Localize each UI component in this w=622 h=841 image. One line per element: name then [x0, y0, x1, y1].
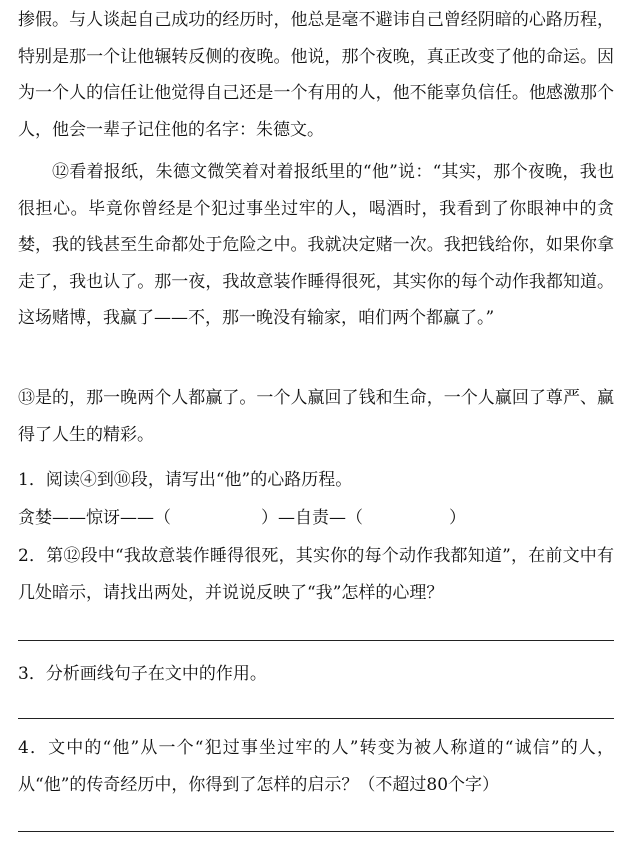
paragraph-13: ⑬是的，那一晚两个人都赢了。一个人赢回了钱和生命，一个人赢回了尊严、赢得了人生的精彩。	[18, 388, 614, 445]
chain-segment-2: ）—自责—（	[261, 508, 363, 528]
question-4-prompt: 4．文中的“他”从一个“犯过事坐过牢的人”转变为被人称道的“诚信”的人，从“他”的传奇经历中，你得到了怎样的启示？（不超过80个字）	[18, 738, 614, 795]
paragraph-11-continued: 掺假。与人谈起自己成功的经历时，他总是毫不避讳自己曾经阴暗的心路历程，特别是那一个让他辗转反侧的夜晚。他说，那个夜晚，真正改变了他的命运。因为一个人的信任让他觉得自己还是一个有用的人，他不能辜负信任。他感激那个人，他会一辈子记住他的名字：朱德文。	[18, 10, 614, 140]
chain-segment-1: 贪婪——惊讶——（	[18, 508, 171, 528]
question-3-answer-line[interactable]	[18, 718, 614, 719]
question-4-answer-line[interactable]	[18, 831, 614, 832]
chain-segment-3: ）	[449, 508, 466, 528]
paragraph-12: ⑫看着报纸，朱德文微笑着对着报纸里的“他”说：“其实，那个夜晚，我也很担心。毕竟你曾经是个犯过事坐过牢的人，喝酒时，我看到了你眼神中的贪婪，我的钱甚至生命都处于危险之中。我就决定赌一次。我把钱给你，如果你拿走了，我也认了。那一夜，我故意装作睡得很死，其实你的每个动作我都知道。这场赌博，我赢了——不，那一晚没有输家，咱们两个都赢了。”	[18, 162, 614, 328]
question-1-prompt: 1．阅读④到⑩段，请写出“他”的心路历程。	[18, 470, 353, 490]
question-1-answer-chain	[18, 500, 614, 536]
question-2-prompt: 2．第⑫段中“我故意装作睡得很死，其实你的每个动作我都知道”，在前文中有几处暗示，请找出两处，并说说反映了“我”怎样的心理？	[18, 546, 614, 603]
question-2-answer-line[interactable]	[18, 640, 614, 641]
question-3-prompt: 3．分析画线句子在文中的作用。	[18, 664, 267, 684]
